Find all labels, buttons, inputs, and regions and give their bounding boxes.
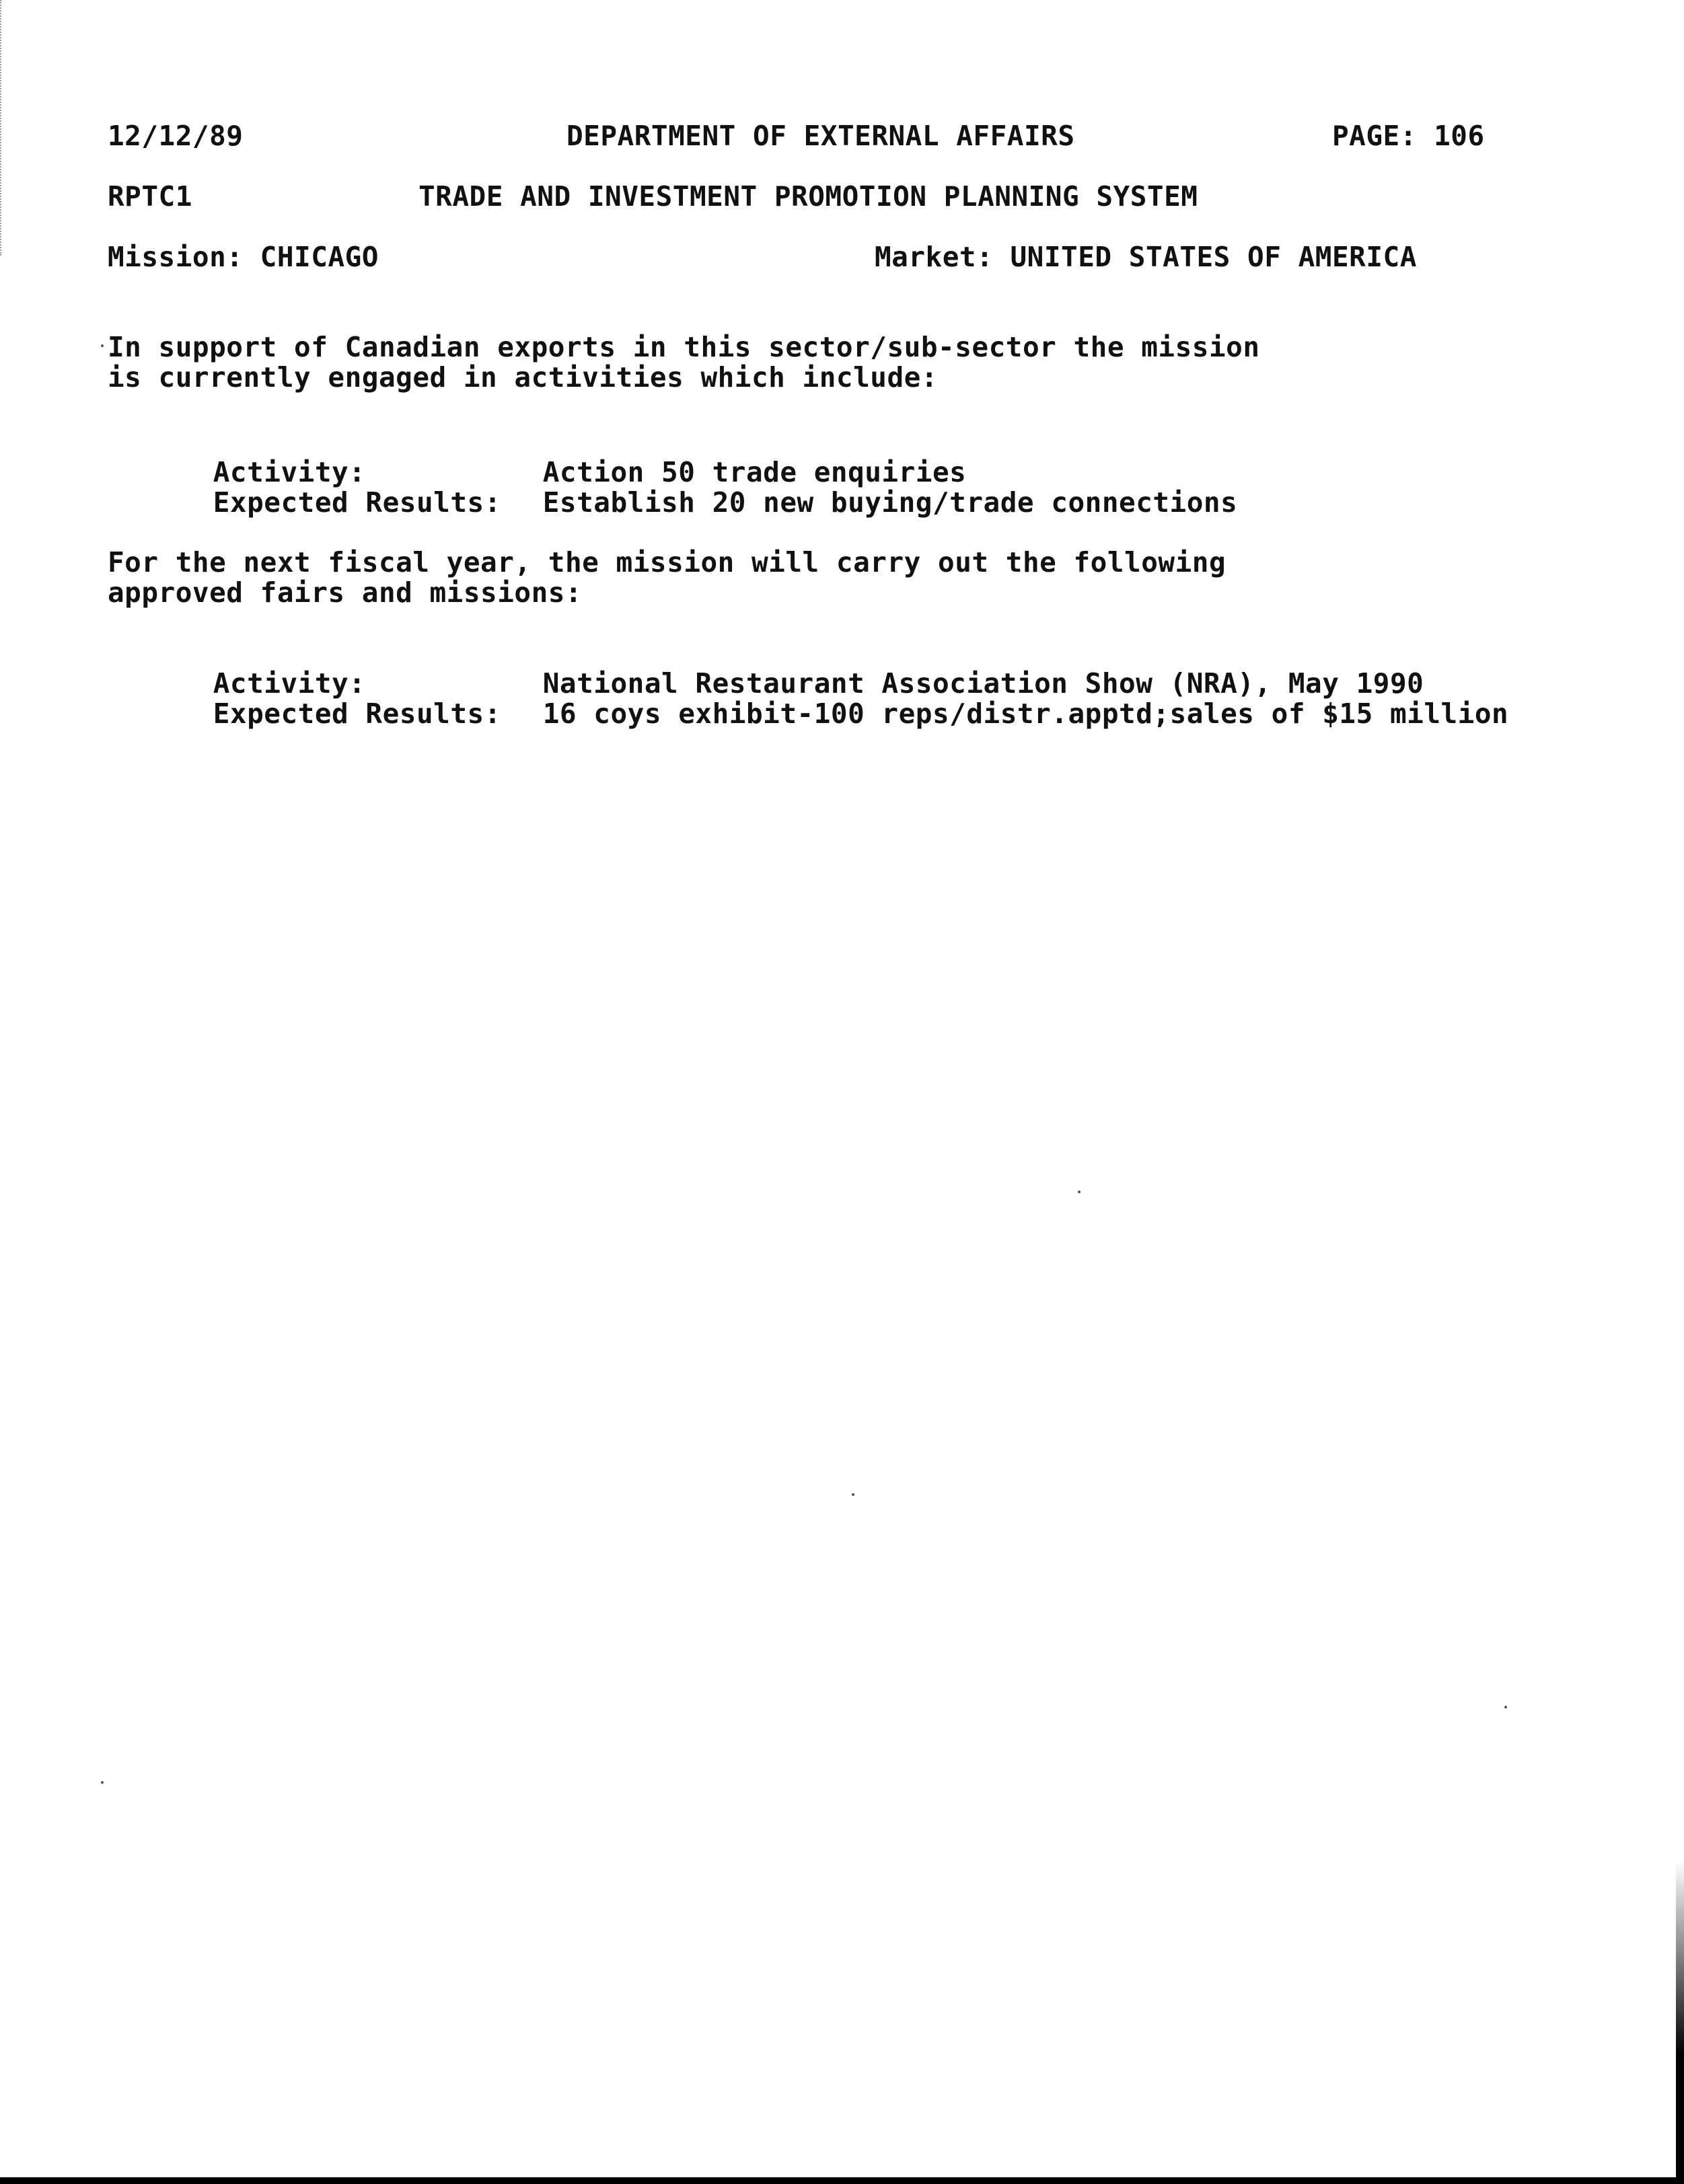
scan-speck (101, 1781, 104, 1784)
report-date: 12/12/89 (108, 120, 244, 152)
expected-results-value: Establish 20 new buying/trade connections (542, 486, 1238, 519)
report-code: RPTC1 (108, 180, 192, 213)
current-results-row (145, 454, 1237, 551)
activity-value: Action 50 trade enquiries (542, 456, 967, 488)
scan-speck (1504, 1706, 1507, 1708)
fiscal-intro-line-2: approved fairs and missions: (108, 576, 583, 609)
scan-left-edge (0, 0, 11, 256)
page-number: PAGE: 106 (1332, 120, 1485, 152)
activity-label: Activity: (213, 456, 366, 488)
department-title: DEPARTMENT OF EXTERNAL AFFAIRS (566, 120, 1075, 152)
fiscal-intro-line-1: For the next fiscal year, the mission will carry out the following (108, 546, 1227, 578)
fiscal-results-row (145, 665, 1508, 762)
market-line: Market: UNITED STATES OF AMERICA (875, 241, 1417, 273)
scan-speck (1078, 1191, 1081, 1193)
scan-speck (101, 344, 104, 347)
current-intro-line-2: is currently engaged in activities which include: (108, 361, 939, 393)
activity-value: National Restaurant Association Show (NRA), May 1990 (542, 667, 1424, 700)
activity-label: Activity: (213, 667, 366, 700)
scan-bottom-edge (0, 2177, 1684, 2184)
system-title: TRADE AND INVESTMENT PROMOTION PLANNING SYSTEM (418, 180, 1198, 213)
scan-speck (852, 1493, 854, 1496)
expected-results-value: 16 coys exhibit-100 reps/distr.apptd;sales of $15 million (542, 698, 1509, 730)
expected-results-label: Expected Results: (213, 486, 501, 519)
scan-right-edge (1676, 1861, 1684, 2184)
current-intro-line-1: In support of Canadian exports in this sector/sub-sector the mission (108, 331, 1260, 363)
mission-line: Mission: CHICAGO (108, 241, 379, 273)
expected-results-label: Expected Results: (213, 698, 501, 730)
